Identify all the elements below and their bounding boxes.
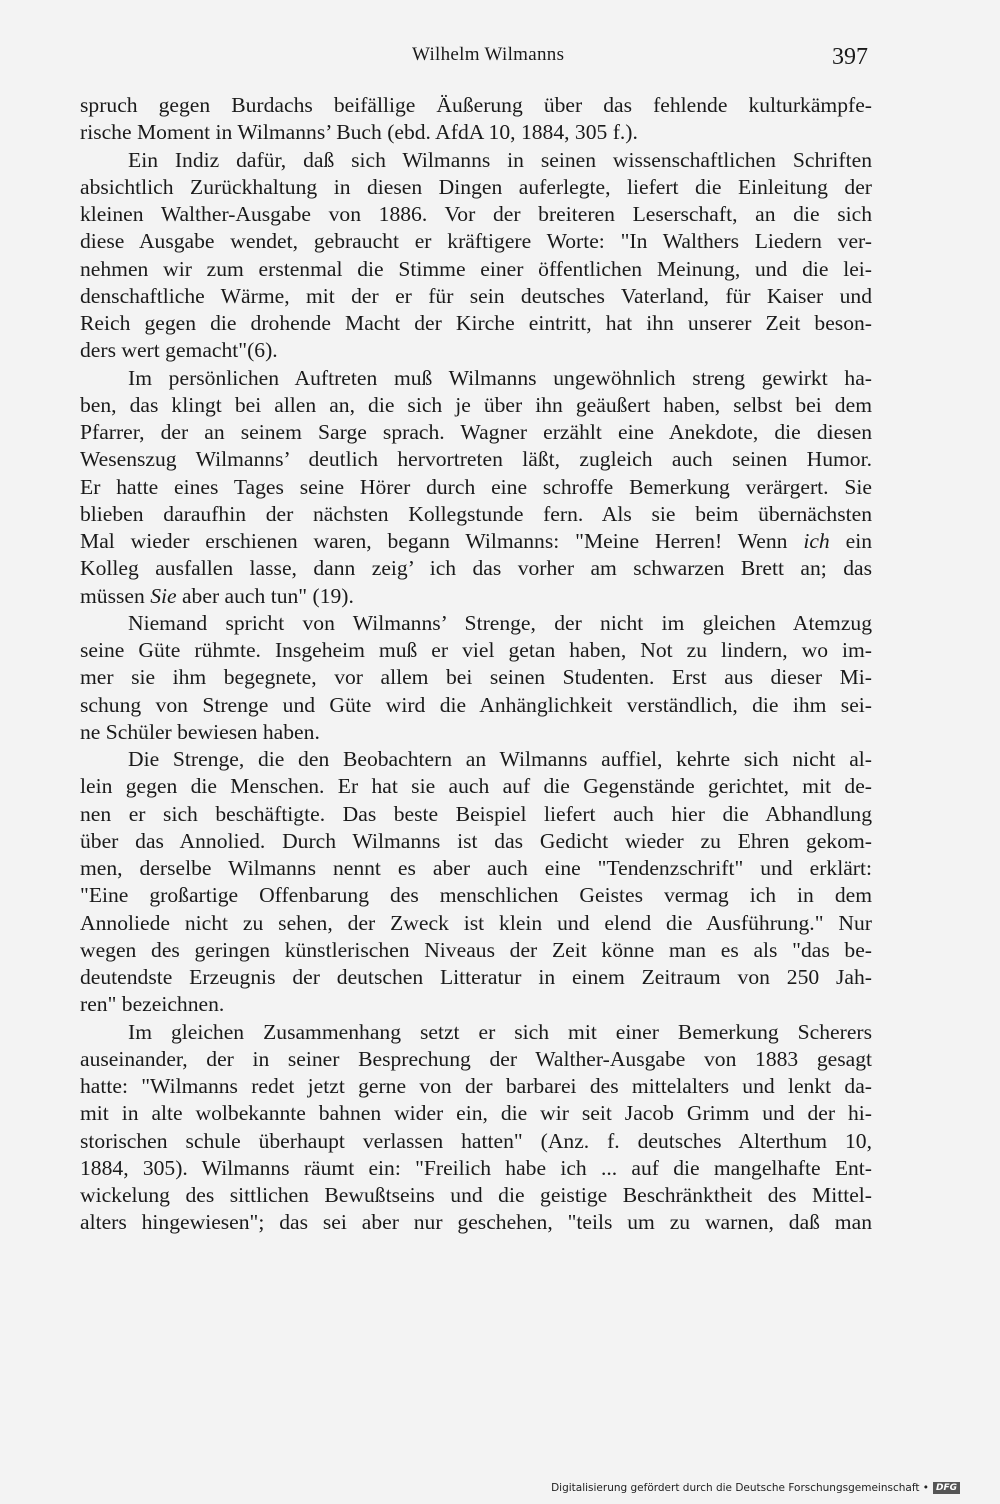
text-line: diese Ausgabe wendet, gebraucht er kräftigere Worte: "In Walthers Liedern ver-	[80, 229, 872, 254]
text-line: ren" bezeichnen.	[80, 992, 225, 1017]
text-line: absichtlich Zurückhaltung in diesen Dingen auferlegte, liefert die Einleitung der	[80, 174, 872, 199]
text-line: men, derselbe Wilmanns nennt es aber auch eine "Tendenzschrift" und erklärt:	[80, 856, 872, 880]
text-line: wickelung des sittlichen Bewußtseins und die geistige Beschränktheit des Mittel-	[80, 1183, 872, 1207]
text-line: denschaftliche Wärme, mit der er für sein deutsches Vaterland, für Kaiser und	[80, 283, 872, 308]
text-line: mit in alte wolbekannte bahnen wider ein, die wir seit Jacob Grimm und der hi-	[80, 1101, 872, 1126]
paragraph	[80, 365, 872, 610]
digitization-footer	[551, 1482, 960, 1494]
body-text	[80, 92, 872, 1237]
paragraph	[80, 746, 872, 1019]
text-line: Er hatte eines Tages seine Hörer durch eine schroffe Bemerkung verärgert. Sie	[80, 474, 872, 499]
paragraph	[80, 147, 872, 365]
text-line: kleinen Walther-Ausgabe von 1886. Vor der breiteren Leserschaft, an die sich	[80, 202, 872, 226]
text-line: ben, das klingt bei allen an, die sich je über ihn geäußert haben, selbst bei dem	[80, 392, 872, 417]
text-line: Im persönlichen Auftreten muß Wilmanns ungewöhnlich streng gewirkt ha-	[128, 365, 872, 390]
paragraph	[80, 610, 872, 746]
text-line: deutendste Erzeugnis der deutschen Litteratur in einem Zeitraum von 250 Jah-	[80, 965, 872, 989]
text-line: blieben daraufhin der nächsten Kollegstunde fern. Als sie beim übernächsten	[80, 501, 872, 526]
paragraph	[80, 92, 872, 147]
text-line: Die Strenge, die den Beobachtern an Wilmanns auffiel, kehrte sich nicht al-	[128, 747, 872, 771]
text-line: Niemand spricht von Wilmanns’ Strenge, der nicht im gleichen Atemzug	[128, 610, 872, 635]
text-line: nehmen wir zum erstenmal die Stimme einer öffentlichen Meinung, und die lei-	[80, 256, 872, 281]
text-line: Annoliede nicht zu sehen, der Zweck ist klein und elend die Ausführung." Nur	[80, 910, 872, 935]
text-line: Ein Indiz dafür, daß sich Wilmanns in seinen wissenschaftlichen Schriften	[128, 147, 872, 172]
text-line: wegen des geringen künstlerischen Niveaus der Zeit könne man es als "das be-	[80, 937, 872, 962]
text-line: über das Annolied. Durch Wilmanns ist das Gedicht wieder zu Ehren gekom-	[80, 828, 872, 853]
text-line: schung von Strenge und Güte wird die Anhänglichkeit verständlich, die ihm sei-	[80, 692, 872, 717]
text-line: müssen Sie aber auch tun" (19).	[80, 583, 354, 608]
running-head-title: Wilhelm Wilmanns	[412, 44, 565, 65]
text-line: mer sie ihm begegnete, vor allem bei seinen Studenten. Erst aus dieser Mi-	[80, 665, 872, 690]
text-line: "Eine großartige Offenbarung des menschlichen Geistes vermag ich in dem	[80, 883, 872, 908]
text-line: Kolleg ausfallen lasse, dann zeig’ ich das vorher am schwarzen Brett an; das	[80, 556, 872, 581]
text-line: ne Schüler bewiesen haben.	[80, 719, 320, 744]
dfg-logo: DFG	[933, 1482, 960, 1494]
footer-credit: Digitalisierung gefördert durch die Deutsche Forschungsgemeinschaft •	[551, 1482, 929, 1494]
text-line: Im gleichen Zusammenhang setzt er sich mit einer Bemerkung Scherers	[128, 1019, 872, 1044]
emphasis: ich	[803, 529, 830, 553]
text-line: ders wert gemacht"(6).	[80, 338, 278, 363]
text-line: rische Moment in Wilmanns’ Buch (ebd. AfdA 10, 1884, 305 f.).	[80, 120, 638, 145]
text-line: lein gegen die Menschen. Er hat sie auch auf die Gegenstände gerichtet, mit de-	[80, 774, 872, 799]
text-line: alters hingewiesen"; das sei aber nur geschehen, "teils um zu warnen, daß man	[80, 1210, 872, 1235]
text-line: seine Güte rühmte. Insgeheim muß er viel getan haben, Not zu lindern, wo im-	[80, 638, 872, 662]
text-line: spruch gegen Burdachs beifällige Äußerung über das fehlende kulturkämpfe-	[80, 93, 872, 117]
emphasis: Sie	[150, 583, 177, 608]
text-line: auseinander, der in seiner Besprechung der Walther-Ausgabe von 1883 gesagt	[80, 1046, 872, 1071]
text-line: 1884, 305). Wilmanns räumt ein: "Freilich habe ich ... auf die mangelhafte Ent-	[80, 1155, 872, 1180]
text-line: Reich gegen die drohende Macht der Kirche eintritt, hat ihn unserer Zeit beson-	[80, 311, 872, 335]
page-number: 397	[832, 44, 868, 70]
paragraph	[80, 1019, 872, 1237]
text-line: storischen schule überhaupt verlassen hatten" (Anz. f. deutsches Alterthum 10,	[80, 1128, 872, 1153]
text-line: Mal wieder erschienen waren, begann Wilmanns: "Meine Herren! Wenn ich ein	[80, 529, 872, 553]
text-line: nen er sich beschäftigte. Das beste Beispiel liefert auch hier die Abhandlung	[80, 801, 872, 826]
text-line: Wesenszug Wilmanns’ deutlich hervortreten läßt, zugleich auch seinen Humor.	[80, 447, 872, 472]
text-line: hatte: "Wilmanns redet jetzt gerne von der barbarei des mittelalters und lenkt da-	[80, 1074, 872, 1098]
text-line: Pfarrer, der an seinem Sarge sprach. Wagner erzählt eine Anekdote, die diesen	[80, 420, 872, 444]
